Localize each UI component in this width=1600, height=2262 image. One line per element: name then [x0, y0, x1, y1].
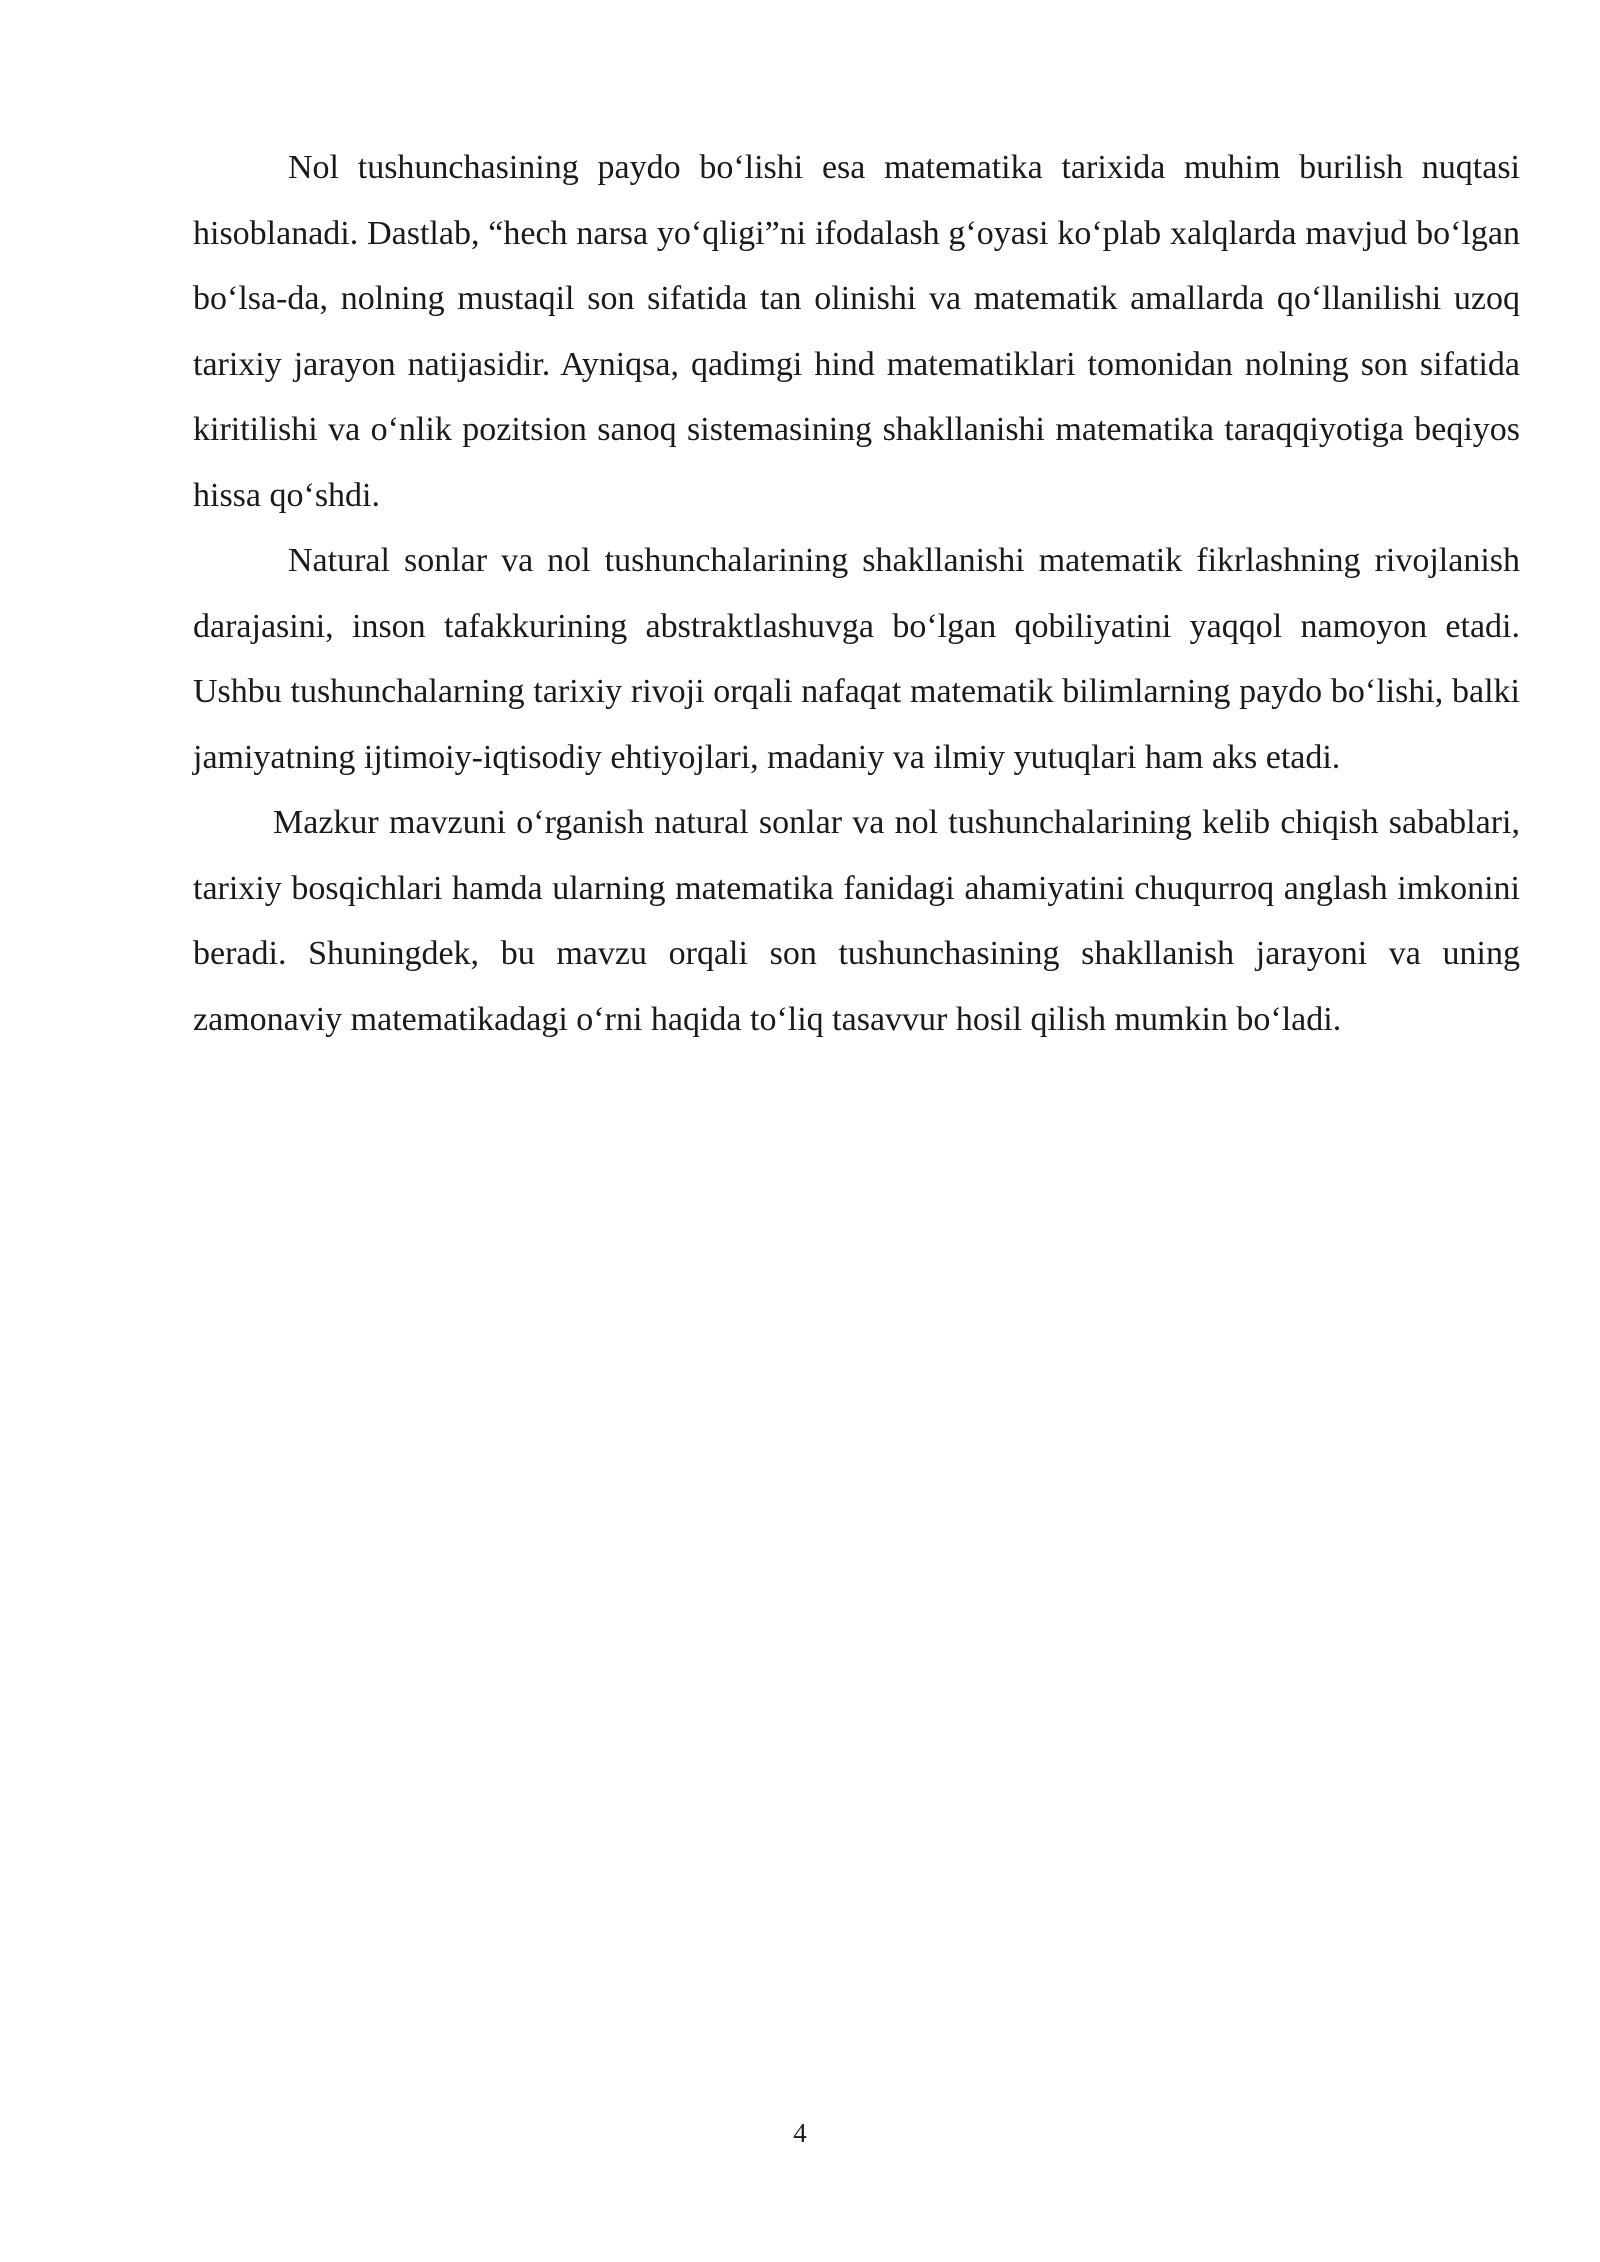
paragraph-natural-numbers: Natural sonlar va nol tushunchalarining shakllanishi matematik fikrlashning rivojlanish darajasini, inson tafakkurining abstraktlashuvga bo‘lgan qobiliyatini yaqqol namoyon etadi. Ushbu tushunchalarning tarixiy rivoji orqali nafaqat matematik bilimlarning paydo bo‘lishi, balki jamiyatning ijtimoiy-iqtisodiy ehtiyojlari, madaniy va ilmiy yutuqlari ham aks etadi. — [193, 542, 1520, 776]
page-number: 4 — [793, 2118, 807, 2148]
body-text — [193, 135, 1520, 1052]
paragraph-zero-concept: Nol tushunchasining paydo bo‘lishi esa matematika tarixida muhim burilish nuqtasi hisoblanadi. Dastlab, “hech narsa yo‘qligi”ni ifodalash g‘oyasi ko‘plab xalqlarda mavjud bo‘lgan bo‘lsa-da, nolning mustaqil son sifatida tan olinishi va matematik amallarda qo‘llanilishi uzoq tarixiy jarayon natijasidir. Ayniqsa, qadimgi hind matematiklari tomonidan nolning son sifatida kiritilishi va o‘nlik pozitsion sanoq sistemasining shakllanishi matematika taraqqiyotiga beqiyos hissa qo‘shdi. — [193, 149, 1520, 514]
paragraph-topic-study: Mazkur mavzuni o‘rganish natural sonlar va nol tushunchalarining kelib chiqish sabablari, tarixiy bosqichlari hamda ularning matematika fanidagi ahamiyatini chuqurroq anglash imkonini beradi. Shuningdek, bu mavzu orqali son tushunchasining shakllanish jarayoni va uning zamonaviy matematikadagi o‘rni haqida to‘liq tasavvur hosil qilish mumkin bo‘ladi. — [193, 804, 1520, 1038]
